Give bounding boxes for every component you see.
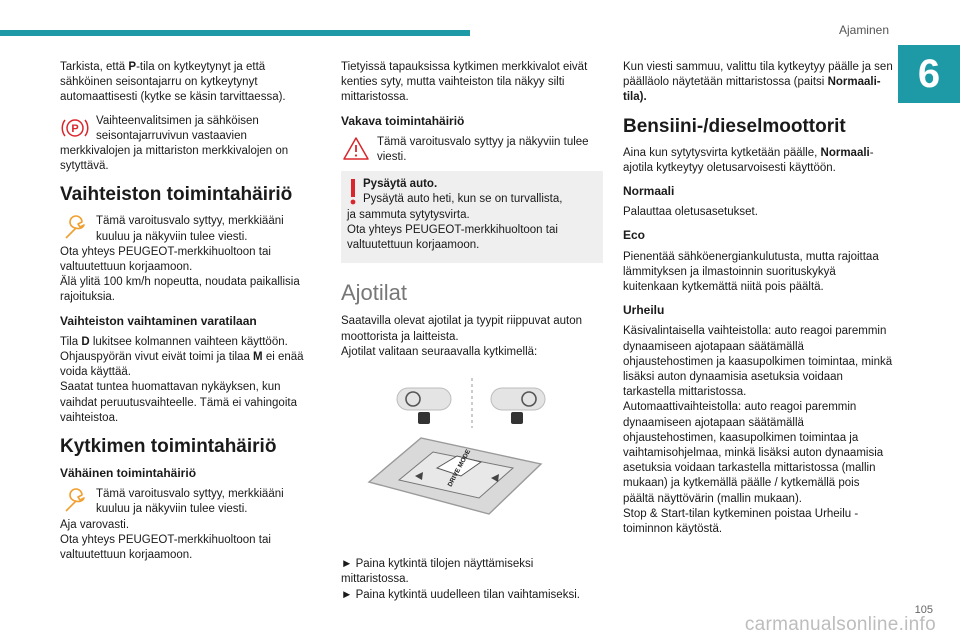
watermark-url: carmanualsonline.info — [744, 614, 936, 635]
drive-mode-switch-label: DRIVE MODE — [446, 448, 473, 489]
parking-brake-warning-icon — [60, 114, 90, 142]
wrench-warning-icon — [60, 214, 90, 242]
chapter-number-badge: 6 — [898, 45, 960, 103]
serious-fault-warning — [341, 135, 603, 165]
gearbox-speed-limit: Älä ylitä 100 km/h nopeutta, noudata paikallisia rajoituksia. — [60, 276, 300, 304]
stop-title: Pysäytä auto. — [363, 178, 438, 191]
sport-stop-start: Stop & Start-tilan kytkeminen poistaa Urheilu -toiminnon käytöstä. — [623, 507, 859, 536]
step-show-modes: ► Paina kytkintä tilojen näyttämiseksi mittaristossa. — [341, 558, 534, 586]
exclamation-icon — [347, 177, 359, 207]
column-2 — [341, 60, 603, 611]
stop-instruction: Pysäytä auto heti, kun se on turvallista, — [363, 193, 563, 206]
heading-limp-mode: Vaihteiston vaihtaminen varatilaan — [60, 313, 257, 328]
default-mode-note: Aina kun sytytysvirta kytketään päälle, Normaali-ajotila kytkeytyy oletusarvoisesti käyttöön. — [623, 146, 874, 174]
center-console-switch — [369, 438, 541, 514]
sport-manual: Käsivalintaisella vaihteistolla: auto reagoi paremmin dynaamiseen ajotapaan säätämällä ohjaustehostimen ja kaasupolkimen toimintaa, minkä lisäksi auton dynaamisia asetuksia voidaan tarkastella mittaristossa. — [623, 325, 893, 399]
heading-petrol-diesel: Bensiini-/dieselmoottorit — [623, 115, 846, 137]
svg-text:P: P — [71, 122, 79, 135]
parking-brake-note-cont: merkkivalojen ja mittariston merkkivalojen on sytyttävä. — [60, 145, 289, 173]
section-title: Ajaminen — [838, 23, 889, 37]
parking-brake-note — [60, 114, 315, 144]
driving-modes-select: Ajotilat valitaan seuraavalla kytkimellä: — [341, 345, 538, 358]
heading-normal: Normaali — [623, 184, 675, 199]
intro-paragraph: Tarkista, että P-tila on kytkeytynyt ja että sähköinen seisontajarru on kytkeytynyt automaattisesti (kytke se käsin tarvittaessa). — [60, 61, 286, 104]
stop-ignition: ja sammuta sytytysvirta. — [347, 208, 470, 221]
wrench-warning-icon — [60, 487, 90, 515]
column-1 — [60, 60, 315, 571]
column-3 — [623, 60, 893, 545]
steering-wheel-right-icon — [491, 388, 545, 424]
clutch-warning — [60, 487, 315, 517]
driving-modes-intro: Saatavilla olevat ajotilat ja tyypit riippuvat auton moottorista ja laitteista. — [341, 315, 583, 343]
stop-contact: Ota yhteys PEUGEOT-merkkihuoltoon tai valtuutettuun korjaamoon. — [347, 223, 558, 252]
heading-serious-fault: Vakava toimintahäiriö — [341, 113, 465, 128]
heading-eco: Eco — [623, 228, 646, 243]
step-change-mode: ► Paina kytkintä uudelleen tilan vaihtamiseksi. — [341, 588, 580, 601]
gearbox-contact: Ota yhteys PEUGEOT-merkkihuoltoon tai valtuutettuun korjaamoon. — [60, 245, 271, 274]
serious-fault-text: Tämä varoitusvalo syttyy ja näkyviin tulee viesti. — [377, 135, 589, 164]
heading-gearbox-fault: Vaihteiston toimintahäiriö — [60, 184, 293, 206]
clutch-contact: Ota yhteys PEUGEOT-merkkihuoltoon tai valtuutettuun korjaamoon. — [60, 533, 271, 562]
heading-minor-fault: Vähäinen toimintahäiriö — [60, 466, 197, 481]
gearbox-warning — [60, 214, 315, 244]
normal-description: Palauttaa oletusasetukset. — [623, 206, 758, 219]
sport-automatic: Automaattivaihteistolla: auto reagoi paremmin dynaamiseen ajotapaan säätämällä ohjaustehostimen, kaasupolkimen toimintaa ja vaihtamisohjelmaa, minkä lisäksi auton dynaamisia asetuksia voidaan tarkastella mittaristossa (mallin mukaan) ja kytkemällä päälle / kytkemällä pois päältä näyttövärin (mallin mukaan). — [623, 401, 884, 505]
mode-activation-note: Kun viesti sammuu, valittu tila kytkeytyy päälle ja sen päälläolo näytetään mittaristossa (paitsi Normaali-tila). — [623, 61, 893, 104]
heading-sport: Urheilu — [623, 303, 665, 318]
clutch-lights-note: Tietyissä tapauksissa kytkimen merkkivalot eivät kenties syty, mutta vaihteiston tila näkyy silti mittaristossa. — [341, 61, 588, 104]
stop-vehicle-box — [341, 171, 603, 263]
eco-description: Pienentää sähköenergiankulutusta, mutta rajoittaa lämmityksen ja ilmastoinnin suorituskykyä kuitenkaan kytkemättä niitä pois päältä. — [623, 250, 879, 294]
warning-triangle-icon — [341, 135, 371, 163]
header-accent-bar — [0, 30, 470, 36]
drive-mode-switch-figure — [341, 372, 603, 547]
limp-mode-text: Tila D lukitsee kolmannen vaihteen käyttöön. Ohjauspyörän vivut eivät toimi ja tilaa M ei enää voida käyttää. — [60, 335, 304, 379]
gearbox-warning-text: Tämä varoitusvalo syttyy, merkkiääni kuuluu ja näkyviin tulee viesti. — [96, 215, 284, 243]
heading-driving-modes: Ajotilat — [341, 280, 408, 306]
page-number: 105 — [914, 604, 933, 616]
steering-wheel-left-icon — [397, 388, 451, 424]
clutch-warning-text: Tämä varoitusvalo syttyy, merkkiääni kuuluu ja näkyviin tulee viesti. — [96, 488, 284, 516]
clutch-drive-carefully: Aja varovasti. — [60, 518, 130, 531]
parking-brake-note-text: Vaihteenvalitsimen ja sähköisen seisontajarruvivun vastaavien — [96, 114, 259, 142]
heading-clutch-fault: Kytkimen toimintahäiriö — [60, 436, 277, 458]
limp-mode-jolt: Saatat tuntea huomattavan nykäyksen, kun vaihdat peruutusvaihteelle. Tämä ei vahingoita vaihteistoa. — [60, 381, 297, 424]
